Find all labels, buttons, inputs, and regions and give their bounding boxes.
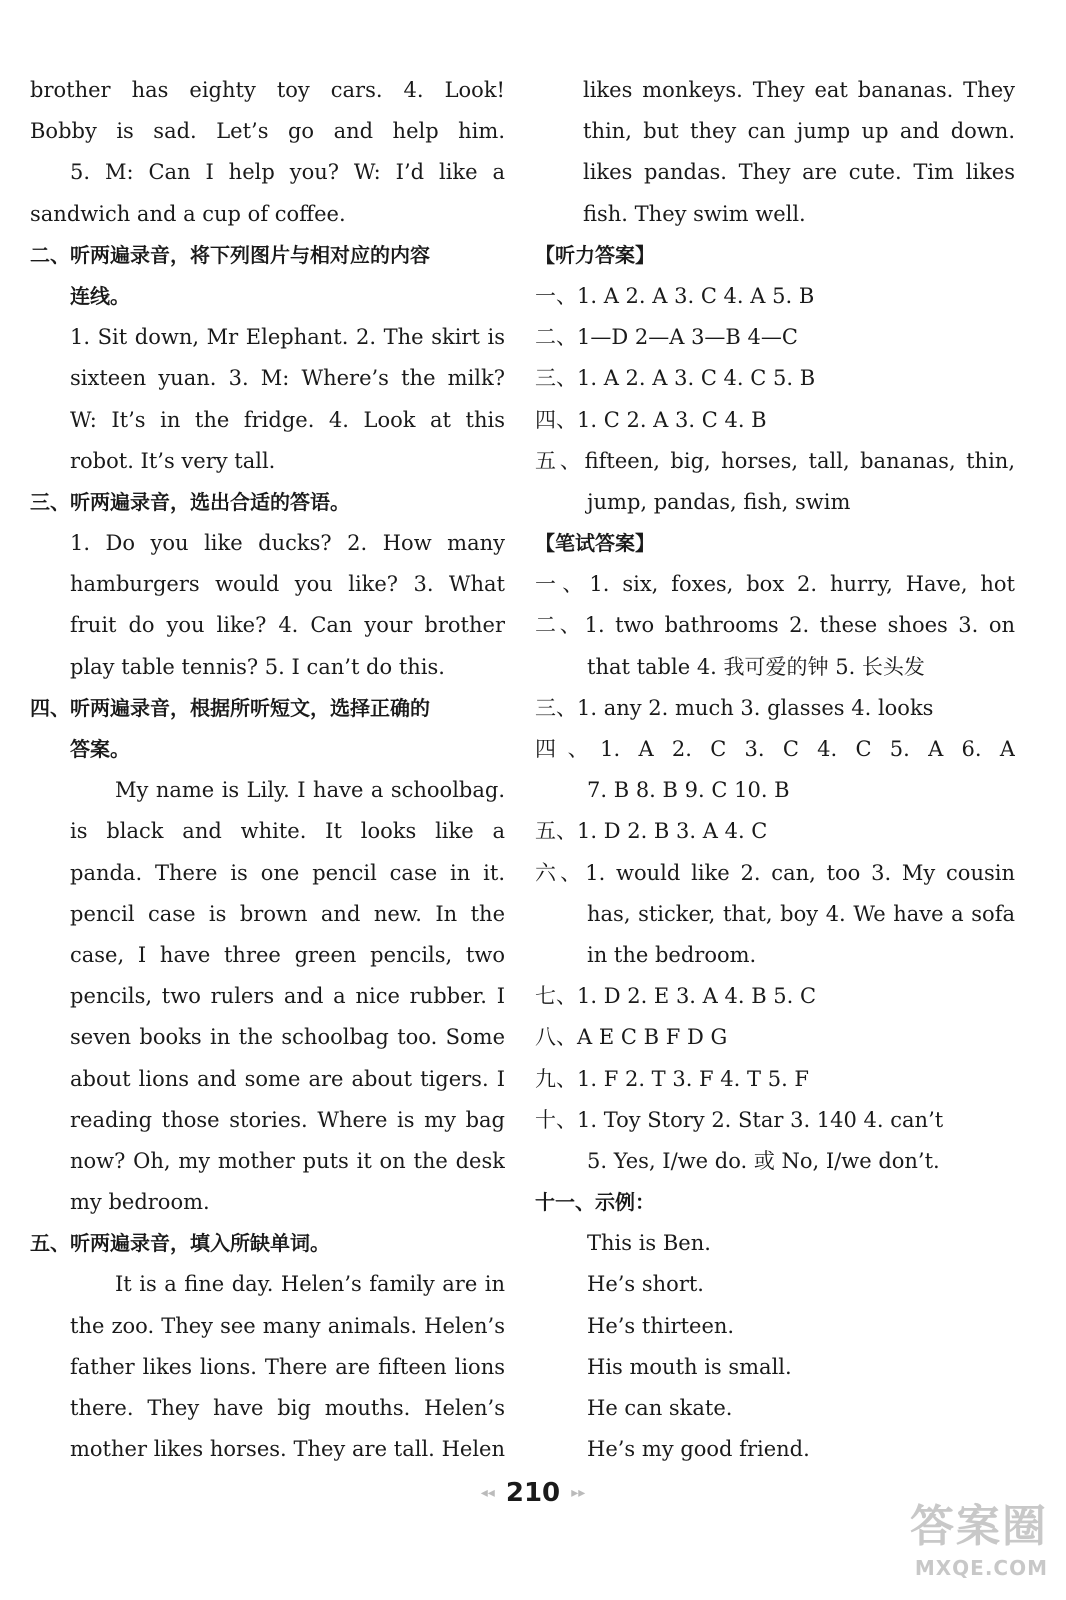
right-text-line: 四、1. A 2. C 3. C 4. C 5. A 6. A — [535, 737, 1015, 761]
right-text-line: 十一、示例： — [535, 1190, 655, 1215]
left-text-line: there. They have big mouths. Helen’s — [70, 1396, 505, 1420]
right-text-line: in the bedroom. — [587, 942, 757, 967]
right-text-line: He’s short. — [587, 1272, 704, 1297]
right-text-line: 九、1. F 2. T 3. F 4. T 5. F — [535, 1066, 809, 1091]
right-text-line: likes monkeys. They eat bananas. They — [583, 78, 1015, 102]
left-text-line: 连线。 — [70, 283, 130, 308]
left-text-line: It is a fine day. Helen’s family are in — [115, 1272, 505, 1297]
right-text-line: 十、1. Toy Story 2. Star 3. 140 4. can’t — [535, 1107, 944, 1132]
left-text-line: 1. Sit down, Mr Elephant. 2. The skirt is — [70, 325, 505, 350]
left-text-line: father likes lions. There are fifteen lions — [70, 1354, 505, 1379]
left-text-line: sandwich and a cup of coffee. — [30, 201, 346, 226]
right-text-line: 六、1. would like 2. can, too 3. My cousin — [535, 860, 1015, 885]
right-text-line: thin, but they can jump up and down. — [583, 119, 1015, 144]
right-text-line: 【听力答案】 — [535, 242, 655, 267]
right-text-line: He’s my good friend. — [587, 1437, 810, 1462]
left-text-line: mother likes horses. They are tall. Helen — [70, 1437, 505, 1462]
left-text-line: now? Oh, my mother puts it on the desk — [70, 1148, 505, 1173]
right-text-line: has, sticker, that, boy 4. We have a sofa — [587, 901, 1015, 926]
right-text-line: 五、1. D 2. B 3. A 4. C — [535, 819, 768, 844]
left-text-line: Bobby is sad. Let’s go and help him. — [30, 119, 505, 144]
left-text-line: panda. There is one pencil case in it. — [70, 860, 505, 885]
watermark-title: 答案圈 — [910, 1501, 1048, 1552]
right-text-line: This is Ben. — [587, 1231, 711, 1256]
left-text-line: reading those stories. Where is my bag — [70, 1107, 505, 1132]
right-text-line: He can skate. — [587, 1396, 733, 1420]
left-text-line: My name is Lily. I have a schoolbag. — [115, 778, 505, 803]
left-text-line: robot. It’s very tall. — [70, 448, 276, 473]
left-text-line: play table tennis? 5. I can’t do this. — [70, 654, 445, 679]
watermark-url: MXQE.COM — [914, 1556, 1048, 1580]
right-text-line: 一、1. A 2. A 3. C 4. A 5. B — [535, 283, 815, 308]
right-text-line: 五、fifteen, big, horses, tall, bananas, thin, — [535, 448, 1015, 473]
left-text-line: 三、听两遍录音，选出合适的答语。 — [30, 489, 350, 514]
left-text-line: pencil case is brown and new. In the — [70, 901, 505, 926]
right-text-line: 二、1—D 2—A 3—B 4—C — [535, 325, 798, 350]
right-text-line: 一、1. six, foxes, box 2. hurry, Have, hot — [535, 572, 1015, 597]
page-number: 210 — [505, 1478, 561, 1508]
right-text-line: that table 4. 我可爱的钟 5. 长头发 — [587, 654, 925, 679]
left-text-line: 四、听两遍录音，根据所听短文，选择正确的 — [30, 695, 430, 720]
watermark-logo — [858, 1500, 1048, 1590]
right-text-line: 四、1. C 2. A 3. C 4. B — [535, 407, 767, 432]
right-text-line: His mouth is small. — [587, 1354, 792, 1379]
left-text-line: 二、听两遍录音，将下列图片与相对应的内容 — [30, 242, 430, 267]
left-text-line: 1. Do you like ducks? 2. How many — [70, 531, 505, 556]
next-arrows-icon: ▸▸ — [571, 1485, 586, 1501]
right-text-line: 八、A E C B F D G — [535, 1025, 728, 1050]
right-text-line: 7. B 8. B 9. C 10. B — [587, 778, 790, 803]
right-text-line: fish. They swim well. — [583, 201, 806, 226]
left-text-line: W: It’s in the fridge. 4. Look at this — [70, 407, 505, 432]
right-text-line: 七、1. D 2. E 3. A 4. B 5. C — [535, 984, 817, 1009]
left-text-line: pencils, two rulers and a nice rubber. I — [70, 984, 505, 1009]
left-text-line: seven books in the schoolbag too. Some — [70, 1025, 505, 1050]
right-text-line: jump, pandas, fish, swim — [587, 489, 851, 514]
left-text-line: about lions and some are about tigers. I — [70, 1066, 505, 1091]
left-column — [30, 70, 505, 1470]
left-text-line: 5. M: Can I help you? W: I’d like a — [70, 160, 505, 185]
right-text-line: 三、1. A 2. A 3. C 4. C 5. B — [535, 366, 816, 391]
left-text-line: my bedroom. — [70, 1190, 210, 1215]
right-column — [535, 70, 1015, 1470]
left-text-line: fruit do you like? 4. Can your brother — [70, 613, 505, 638]
right-text-line: 二、1. two bathrooms 2. these shoes 3. on — [535, 613, 1015, 638]
right-text-line: likes pandas. They are cute. Tim likes — [583, 160, 1015, 185]
right-text-line: 三、1. any 2. much 3. glasses 4. looks — [535, 695, 934, 720]
left-text-line: the zoo. They see many animals. Helen’s — [70, 1313, 505, 1338]
right-text-line: He’s thirteen. — [587, 1313, 735, 1338]
left-text-line: 答案。 — [70, 737, 130, 761]
right-text-line: 【笔试答案】 — [535, 531, 655, 556]
left-text-line: hamburgers would you like? 3. What — [70, 572, 505, 597]
left-text-line: sixteen yuan. 3. M: Where’s the milk? — [70, 366, 505, 391]
left-text-line: 五、听两遍录音，填入所缺单词。 — [30, 1231, 330, 1256]
right-text-line: 5. Yes, I/we do. 或 No, I/we don’t. — [587, 1148, 940, 1173]
left-text-line: case, I have three green pencils, two — [70, 942, 505, 967]
left-text-line: is black and white. It looks like a — [70, 819, 505, 844]
prev-arrows-icon: ◂◂ — [480, 1485, 495, 1501]
left-text-line: brother has eighty toy cars. 4. Look! — [30, 78, 505, 102]
